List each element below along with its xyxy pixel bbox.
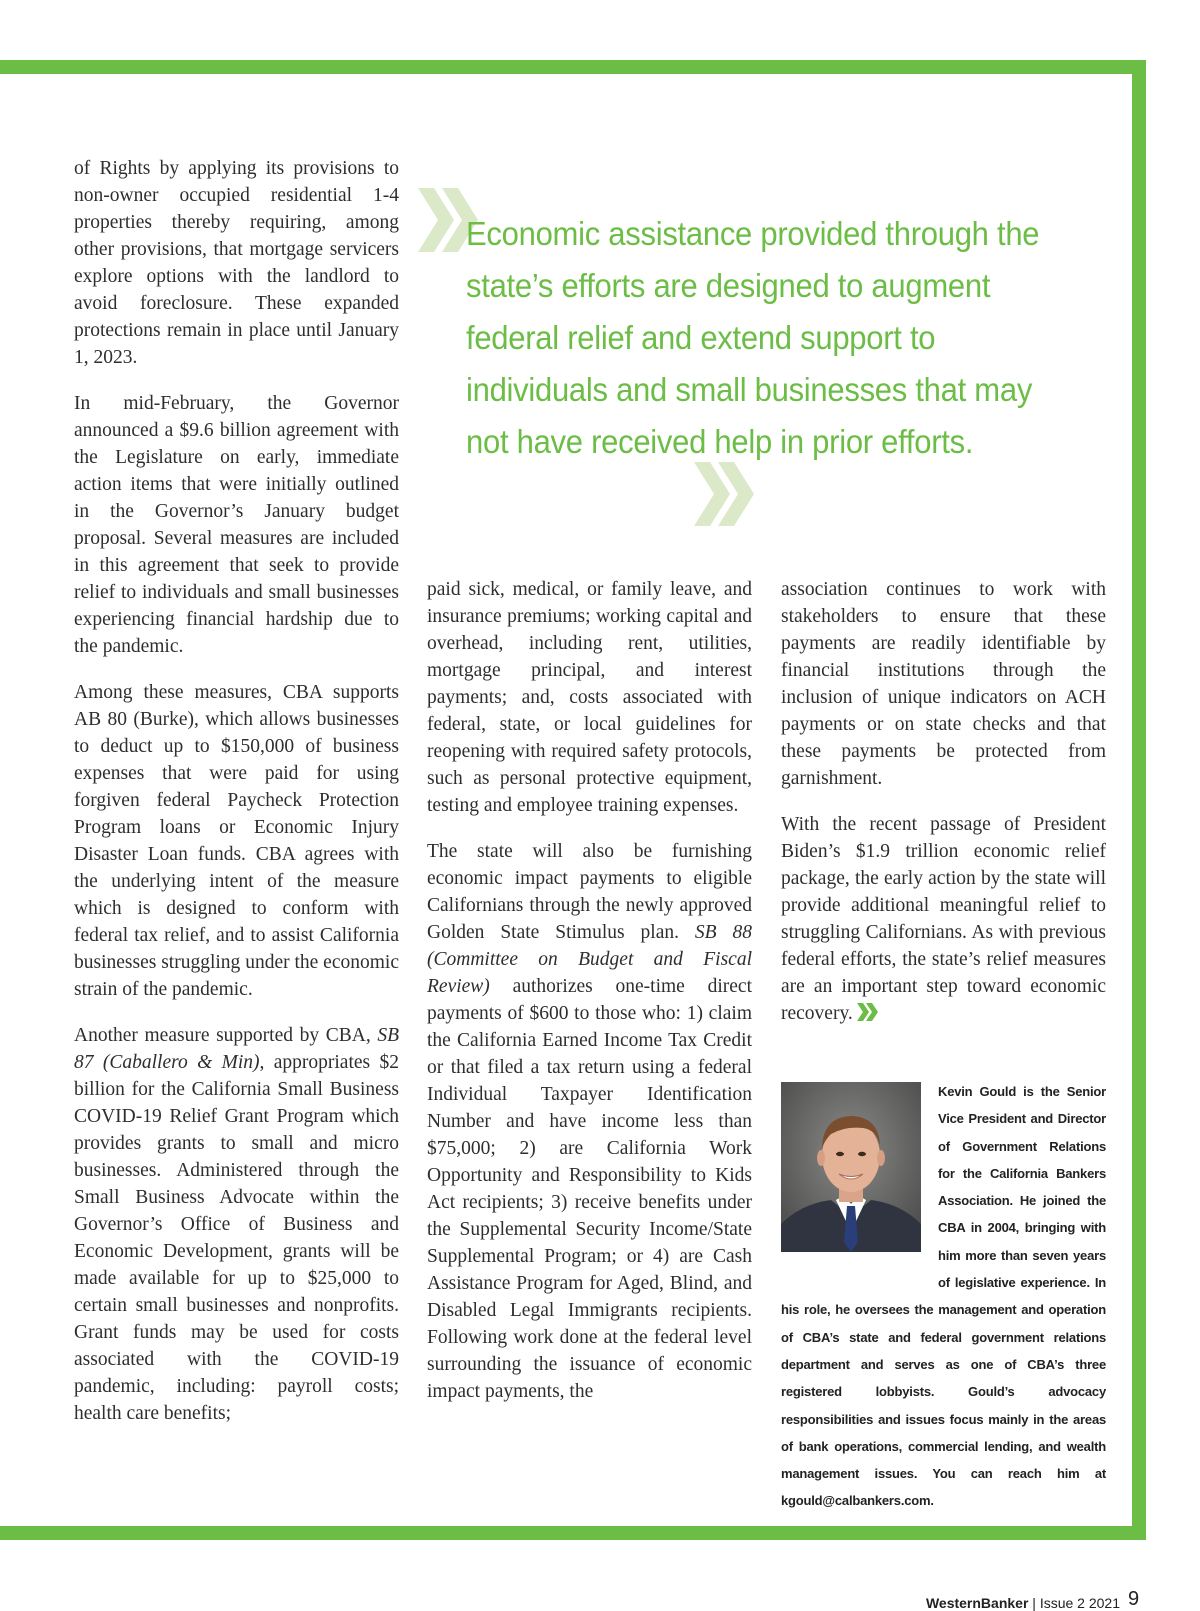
text-run: The state will also be furnishing economic impact payments to eligible Californians through the newly approved Golden State Stimulus plan. — [427, 841, 752, 943]
paragraph: Among these measures, CBA supports AB 80 (Burke), which allows businesses to deduct up to $150,000 of business expenses that were paid for using forgiven federal Paycheck Protection Program loans or Economic Injury Disaster Loan funds. CBA agrees with the underlying intent of the measure which is designed to conform with federal tax relief, and to assist California businesses struggling under the economic strain of the pandemic. — [74, 682, 399, 1000]
magazine-name: WesternBanker — [925, 1595, 1029, 1611]
paragraph — [74, 1022, 399, 1427]
paragraph — [427, 838, 752, 1405]
green-border-top — [0, 60, 1146, 74]
text-run: authorizes one-time direct payments of $600 to those who: 1) claim the California Earned Income Tax Credit or that filed a tax return using a federal Individual Taxpayer Identification Number and have income less than $75,000; 2) are California Work Opportunity and Responsibility to Kids Act recipients; 3) receive benefits under the Supplemental Security Income/State Supplemental Program; or 4) are Cash Assistance Program for Aged, Blind, and Disabled Legal Immigrants recipients. Following work done at the federal level surrounding the issuance of economic impact payments, the — [427, 976, 752, 1402]
paragraph: association continues to work with stakeholders to ensure that these payments are readily identifiable by financial institutions through the inclusion of unique indicators on ACH payments or on state checks and that these payments be protected from garnishment. — [781, 579, 1106, 789]
text-run: , appropriates $2 billion for the California Small Business COVID-19 Relief Grant Program which provides grants to small and micro businesses. Administered through the Small Business Advocate within the Governor’s Office of Business and Economic Development, grants will be made available for up to $25,000 to certain small businesses and nonprofits. Grant funds may be used for costs associated with the COVID-19 pandemic, including: payroll costs; health care benefits; — [74, 1052, 399, 1424]
bill-name-sb87: SB 87 (Caballero & Min) — [74, 1025, 399, 1073]
page-number: 9 — [1128, 1588, 1140, 1610]
green-border-bottom — [0, 1526, 1146, 1540]
green-border-right — [1132, 60, 1146, 1540]
text-run: With the recent passage of President Biden’s $1.9 trillion economic relief package, the early action by the state will provide additional meaningful relief to struggling Californians. As with previous federal efforts, the state’s relief measures are an important step toward economic recovery. — [781, 814, 1106, 1024]
issue-label: Issue 2 2021 — [1039, 1595, 1120, 1611]
paragraph: of Rights by applying its provisions to non-owner occupied residential 1-4 properties thereby requiring, among other provisions, that mortgage servicers explore options with the landlord to avoid foreclosure. These expanded protections remain in place until January 1, 2023. — [74, 158, 399, 368]
article-column-2 — [427, 576, 752, 1424]
chevron-quote-close-icon — [694, 462, 756, 526]
author-bio — [781, 1078, 1106, 1515]
article-column-1 — [74, 155, 399, 1446]
article-column-3 — [781, 576, 1106, 1046]
page-footer — [926, 1595, 1120, 1611]
footer-separator: | — [1028, 1595, 1040, 1611]
paragraph: paid sick, medical, or family leave, and insurance premiums; working capital and overhead, including rent, utilities, mortgage principal, and interest payments; and, costs associated with federal, state, or local guidelines for reopening with required safety protocols, such as personal protective equipment, testing and employee training expenses. — [427, 579, 752, 816]
text-run: Another measure supported by CBA, — [74, 1025, 378, 1046]
photo-spacer — [781, 1078, 938, 1270]
paragraph — [781, 811, 1106, 1027]
pull-quote: Economic assistance provided through the state’s efforts are designed to augment federal relief and extend support to individuals and small businesses that may not have received help in prior efforts. — [466, 215, 1040, 460]
end-of-article-chevron-icon — [857, 1003, 881, 1021]
bill-name-sb88: SB 88 (Committee on Budget and Fiscal Review) — [427, 922, 752, 997]
paragraph: In mid-February, the Governor announced a $9.6 billion agreement with the Legislature on early, immediate action items that were initially outlined in the Governor’s January budget proposal. Several measures are included in this agreement that seek to provide relief to individuals and small businesses experiencing financial hardship due to the pandemic. — [74, 393, 399, 657]
author-bio-text: Kevin Gould is the Senior Vice President and Director of Government Relations for the California Bankers Association. He joined the CBA in 2004, bringing with him more than seven years of legislative experience. In his role, he oversees the management and operation of CBA’s state and federal government relations department and serves as one of CBA’s three registered lobbyists. Gould’s advocacy responsibilities and issues focus mainly in the areas of bank operations, commercial lending, and wealth management issues. You can reach him at kgould@calbankers.com. — [781, 1084, 1106, 1509]
